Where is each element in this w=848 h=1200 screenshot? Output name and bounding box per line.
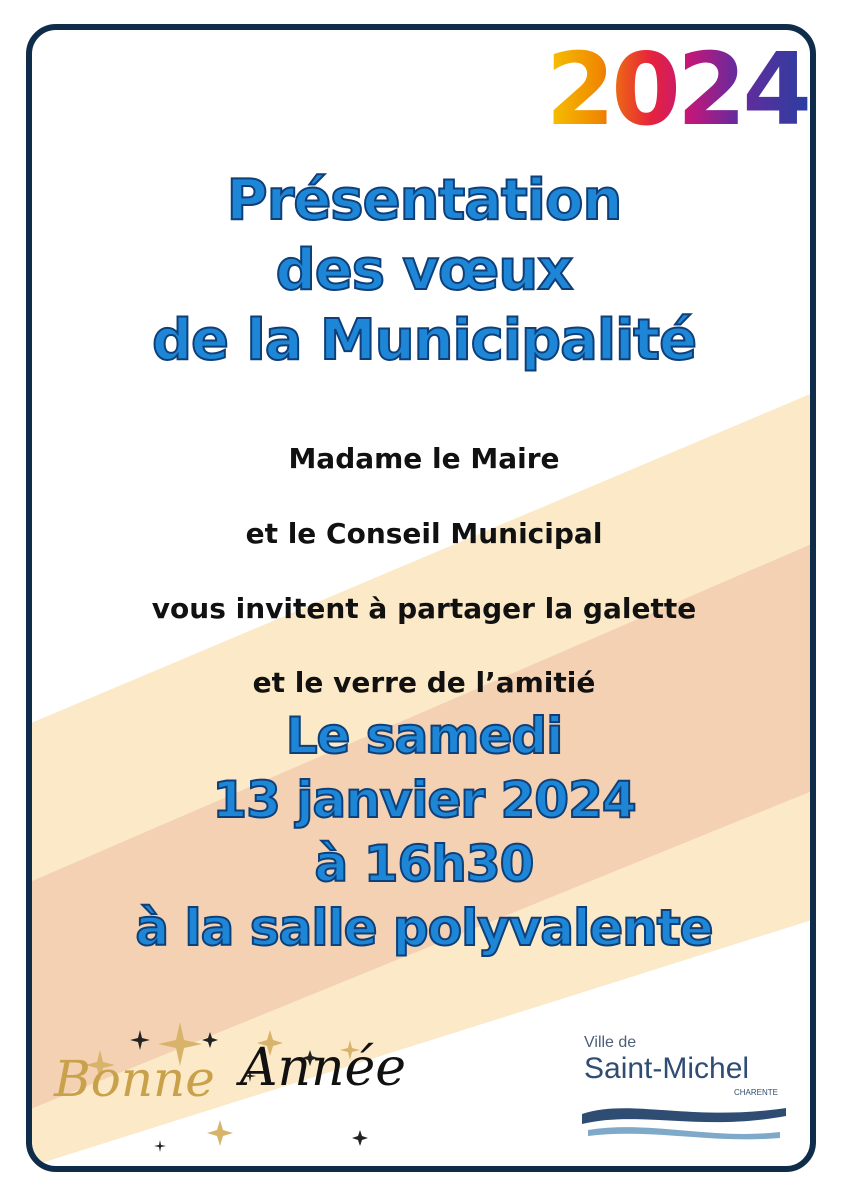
- logo-prefix: Ville de: [584, 1034, 637, 1051]
- date-line-1: Le samedi: [285, 707, 563, 765]
- river-wave-icon: [580, 1096, 790, 1144]
- invite-line-3: vous invitent à partager la galette: [151, 592, 697, 625]
- date-line-2: 13 janvier 2024: [212, 771, 636, 829]
- greeting-word-bonne: Bonne: [54, 1050, 215, 1108]
- event-date-block: [0, 704, 848, 960]
- invite-line-2: et le Conseil Municipal: [245, 517, 603, 550]
- saint-michel-logo: [560, 1034, 790, 1144]
- bonne-annee-greeting: [40, 1020, 407, 1140]
- date-line-4: à la salle polyvalente: [135, 899, 713, 957]
- title-line-3: de la Municipalité: [151, 308, 697, 373]
- title-line-2: des vœux: [275, 238, 573, 303]
- logo-region: CHARENTE: [734, 1088, 779, 1097]
- invite-line-4: et le verre de l’amitié: [252, 666, 596, 699]
- logo-name: Saint-Michel: [584, 1052, 750, 1085]
- date-line-3: à 16h30: [314, 835, 534, 893]
- headline-title: [0, 166, 848, 376]
- year-logo: 2024: [545, 31, 808, 148]
- title-line-1: Présentation: [226, 168, 622, 233]
- invite-line-1: Madame le Maire: [288, 442, 560, 475]
- greeting-word-annee: Année: [240, 1038, 407, 1098]
